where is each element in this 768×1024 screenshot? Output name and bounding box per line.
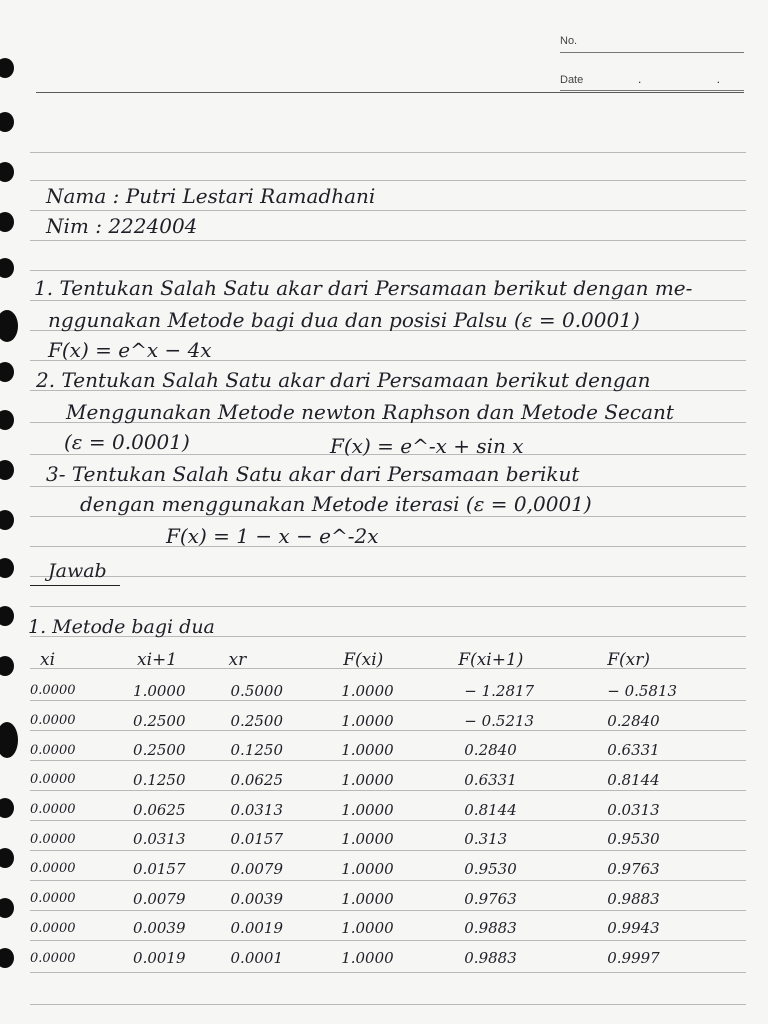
cell-xi: 0.0000 — [30, 891, 76, 907]
date-label: Date — [560, 74, 584, 86]
ruled-line — [30, 300, 746, 301]
q3-line1: 3- Tentukan Salah Satu akar dari Persamaan berikut — [46, 462, 580, 486]
binder-hole — [0, 310, 18, 342]
student-name: Nama : Putri Lestari Ramadhani — [46, 184, 376, 208]
date-line — [560, 90, 744, 91]
cell-xi: 0.0000 — [30, 802, 76, 818]
date-dots: . . — [638, 72, 757, 86]
cell-xr: 0.0001 — [230, 949, 284, 968]
col-header-xi: xi — [40, 650, 56, 670]
binder-hole — [0, 212, 14, 232]
cell-xr: 0.0019 — [230, 919, 284, 938]
answer-heading: Jawab — [48, 560, 107, 582]
q3-formula: F(x) = 1 − x − e^-2x — [166, 524, 379, 548]
table-row — [22, 735, 742, 765]
cell-fxi: 1.0000 — [341, 711, 394, 730]
cell-fxi: 1.0000 — [341, 770, 394, 789]
table-row — [22, 706, 742, 736]
cell-fxi1: 0.9530 — [464, 859, 517, 878]
table-row — [22, 943, 742, 973]
binder-hole — [0, 460, 14, 480]
binder-hole — [0, 656, 14, 676]
cell-xi: 0.0000 — [30, 861, 76, 877]
col-header-fxi: F(xi) — [343, 650, 384, 670]
q2-line2: Menggunakan Metode newton Raphson dan Metode Secant — [66, 400, 674, 424]
cell-xi1: 0.0079 — [133, 889, 186, 908]
table-row — [22, 795, 742, 825]
ruled-line — [36, 92, 744, 93]
table-row — [22, 914, 742, 944]
binder-hole — [0, 606, 14, 626]
cell-xi: 0.0000 — [30, 772, 76, 788]
table-header-row — [22, 644, 742, 676]
binder-hole — [0, 258, 14, 278]
cell-xr: 0.0625 — [230, 770, 284, 789]
cell-xi1: 1.0000 — [133, 681, 186, 700]
answer-heading-underline — [30, 585, 120, 586]
cell-fxi1: 0.9763 — [464, 889, 517, 908]
cell-fxi: 1.0000 — [341, 889, 394, 908]
binder-hole — [0, 162, 14, 182]
cell-fxi1: 0.9883 — [464, 919, 517, 938]
cell-fxr: 0.9943 — [607, 919, 660, 938]
cell-xi: 0.0000 — [30, 831, 76, 847]
col-header-fxi1: F(xi+1) — [458, 650, 524, 670]
cell-xi: 0.0000 — [30, 920, 76, 936]
table-row — [22, 854, 742, 884]
cell-fxr: 0.8144 — [607, 770, 660, 789]
cell-fxi: 1.0000 — [341, 741, 394, 760]
cell-fxi1: − 1.2817 — [464, 681, 535, 700]
cell-xi: 0.0000 — [30, 713, 76, 729]
q3-line2: dengan menggunakan Metode iterasi (ε = 0,0001) — [80, 492, 592, 516]
cell-xi1: 0.2500 — [133, 711, 186, 730]
table-row — [22, 676, 742, 706]
binder-hole — [0, 948, 14, 968]
q2-formula: F(x) = e^-x + sin x — [330, 434, 524, 458]
cell-fxr: 0.2840 — [607, 711, 660, 730]
student-nim: Nim : 2224004 — [46, 214, 198, 238]
no-line — [560, 52, 744, 53]
cell-fxi1: 0.9883 — [464, 949, 517, 968]
table-row — [22, 824, 742, 854]
cell-xi1: 0.0019 — [133, 949, 186, 968]
cell-xi1: 0.0625 — [133, 800, 186, 819]
ruled-line — [30, 180, 746, 181]
bisection-table — [22, 644, 742, 973]
cell-xi: 0.0000 — [30, 950, 76, 966]
binder-hole — [0, 410, 14, 430]
cell-xr: 0.0157 — [230, 830, 284, 849]
cell-xr: 0.5000 — [230, 681, 284, 700]
binder-hole — [0, 898, 14, 918]
ruled-line — [30, 486, 746, 487]
section1-title: 1. Metode bagi dua — [28, 616, 215, 638]
cell-xi: 0.0000 — [30, 683, 76, 699]
table-row — [22, 884, 742, 914]
cell-fxi: 1.0000 — [341, 949, 394, 968]
ruled-line — [30, 210, 746, 211]
col-header-xr: xr — [228, 650, 247, 670]
cell-fxi: 1.0000 — [341, 919, 394, 938]
cell-xr: 0.2500 — [230, 711, 284, 730]
cell-fxi1: 0.8144 — [464, 800, 517, 819]
ruled-line — [30, 240, 746, 241]
cell-xr: 0.0313 — [230, 800, 284, 819]
col-header-xi1: xi+1 — [137, 650, 178, 670]
cell-fxi: 1.0000 — [341, 800, 394, 819]
q1-line2: nggunakan Metode bagi dua dan posisi Palsu (ε = 0.0001) — [48, 308, 640, 332]
cell-xi1: 0.1250 — [133, 770, 186, 789]
cell-xr: 0.1250 — [230, 741, 284, 760]
ruled-line — [30, 1004, 746, 1005]
cell-xi: 0.0000 — [30, 742, 76, 758]
cell-xr: 0.0079 — [230, 859, 284, 878]
cell-fxr: 0.9530 — [607, 830, 660, 849]
binder-hole — [0, 510, 14, 530]
cell-fxr: 0.6331 — [607, 741, 660, 760]
ruled-line — [30, 152, 746, 153]
cell-xi1: 0.0313 — [133, 830, 186, 849]
cell-fxi1: 0.6331 — [464, 770, 517, 789]
cell-fxr: − 0.5813 — [607, 681, 678, 700]
ruled-line — [30, 546, 746, 547]
cell-fxr: 0.9997 — [607, 949, 660, 968]
ruled-line — [30, 270, 746, 271]
binder-hole — [0, 58, 14, 78]
cell-fxr: 0.9763 — [607, 859, 660, 878]
ruled-line — [30, 576, 746, 577]
no-label: No. — [560, 35, 578, 47]
binder-hole — [0, 848, 14, 868]
table-body — [22, 676, 742, 973]
q1-formula: F(x) = e^x − 4x — [48, 338, 212, 362]
cell-fxi1: 0.2840 — [464, 741, 517, 760]
cell-fxr: 0.0313 — [607, 800, 660, 819]
cell-fxi1: 0.313 — [464, 830, 508, 849]
cell-fxi: 1.0000 — [341, 830, 394, 849]
cell-xr: 0.0039 — [230, 889, 284, 908]
ruled-line — [30, 516, 746, 517]
binder-hole — [0, 112, 14, 132]
col-header-fxr: F(xr) — [607, 650, 651, 670]
binder-hole — [0, 798, 14, 818]
ruled-line — [30, 606, 746, 607]
cell-fxi: 1.0000 — [341, 681, 394, 700]
cell-fxi1: − 0.5213 — [464, 711, 535, 730]
binder-hole — [0, 558, 14, 578]
q2-epsilon: (ε = 0.0001) — [64, 430, 190, 454]
q1-line1: 1. Tentukan Salah Satu akar dari Persamaan berikut dengan me- — [34, 276, 693, 300]
binder-hole — [0, 722, 18, 758]
table-row — [22, 765, 742, 795]
cell-fxi: 1.0000 — [341, 859, 394, 878]
cell-xi1: 0.0157 — [133, 859, 186, 878]
binder-hole — [0, 362, 14, 382]
cell-xi1: 0.0039 — [133, 919, 186, 938]
cell-xi1: 0.2500 — [133, 741, 186, 760]
q2-line1: 2. Tentukan Salah Satu akar dari Persamaan berikut dengan — [36, 368, 651, 392]
cell-fxr: 0.9883 — [607, 889, 660, 908]
